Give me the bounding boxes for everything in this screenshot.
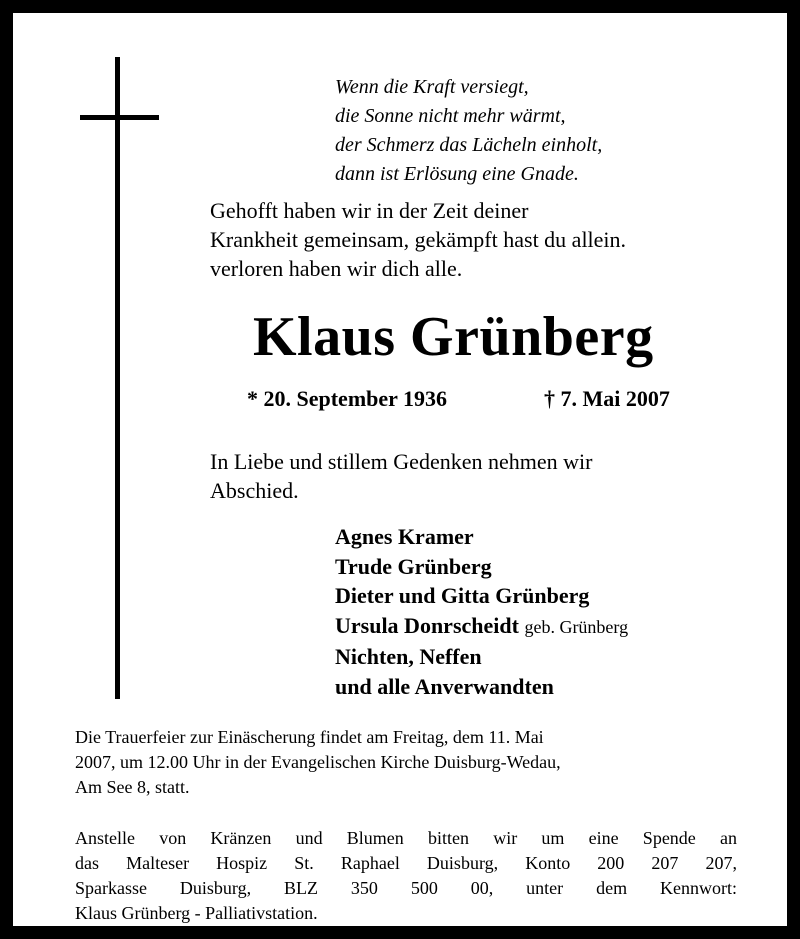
poem-line: der Schmerz das Lächeln einholt, <box>335 134 603 156</box>
farewell-line: Abschied. <box>210 478 299 503</box>
birth-date: * 20. September 1936 <box>247 386 448 411</box>
farewell-text <box>210 447 592 505</box>
funeral-line: 2007, um 12.00 Uhr in der Evangelischen Kirche Duisburg-Wedau, <box>75 752 561 772</box>
cross-icon <box>115 57 120 699</box>
donation-line: das Malteser Hospiz St. Raphael Duisburg, Konto 200 207 207, <box>75 853 737 873</box>
intro-line: Krankheit gemeinsam, gekämpft hast du allein. <box>210 227 627 252</box>
mourner-name: Dieter und Gitta Grünberg <box>335 583 590 608</box>
donation-line: Sparkasse Duisburg, BLZ 350 500 00, unter dem Kennwort: <box>75 878 737 898</box>
intro-line: verloren haben wir dich alle. <box>210 256 463 281</box>
mourner-note: geb. Grünberg <box>524 616 629 637</box>
mourner <box>335 642 628 672</box>
funeral-notice <box>75 725 743 800</box>
cross-icon-bar <box>80 115 159 120</box>
death-date: † 7. Mai 2007 <box>544 386 670 411</box>
funeral-line: Die Trauerfeier zur Einäscherung findet am Freitag, dem 11. Mai <box>75 727 544 747</box>
deceased-name: Klaus Grünberg <box>253 306 654 368</box>
funeral-line: Am See 8, statt. <box>75 777 190 797</box>
mourners-list <box>335 522 628 701</box>
poem <box>335 73 602 189</box>
donation-line: Anstelle von Kränzen und Blumen bitten wir um eine Spende an <box>75 828 737 848</box>
mourner-name: Nichten, Neffen <box>335 644 482 669</box>
poem-line: dann ist Erlösung eine Gnade. <box>335 163 579 185</box>
mourner <box>335 611 628 643</box>
mourner-name: Agnes Kramer <box>335 524 474 549</box>
farewell-line: In Liebe und stillem Gedenken nehmen wir <box>210 449 593 474</box>
mourner-name: Ursula Donrscheidt <box>335 612 519 638</box>
mourner-name: und alle Anverwandten <box>335 673 554 699</box>
donation-notice <box>75 826 737 926</box>
donation-line: Klaus Grünberg - Palliativstation. <box>75 903 318 923</box>
poem-line: Wenn die Kraft versiegt, <box>335 76 529 98</box>
intro-text <box>210 196 626 283</box>
poem-line: die Sonne nicht mehr wärmt, <box>335 105 566 127</box>
intro-line: Gehofft haben wir in der Zeit deiner <box>210 198 529 223</box>
mourner-name: Trude Grünberg <box>335 553 492 579</box>
mourner <box>335 552 628 582</box>
mourner <box>335 672 628 702</box>
mourner <box>335 522 628 552</box>
mourner <box>335 581 628 611</box>
